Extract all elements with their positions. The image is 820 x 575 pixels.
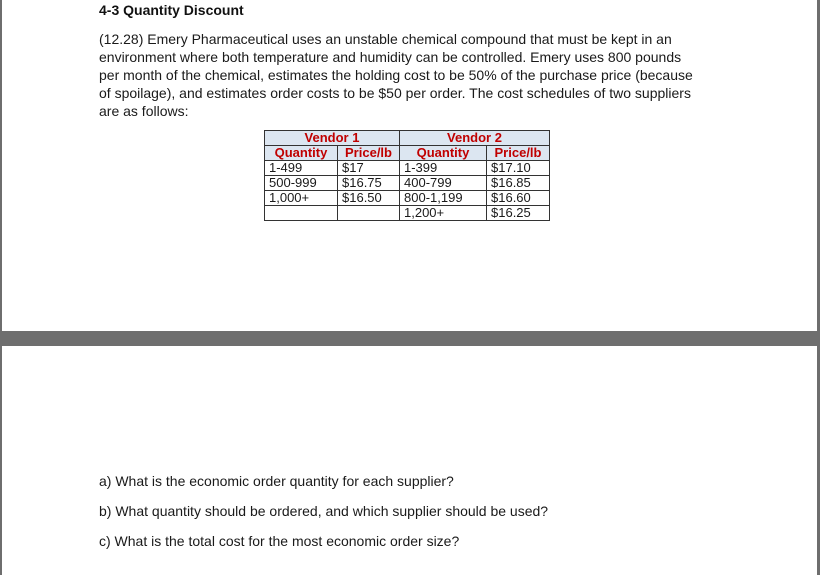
column-header: Price/lb xyxy=(487,146,550,161)
table-cell: 800-1,199 xyxy=(400,191,487,206)
table-row xyxy=(265,191,550,206)
table-cell: 400-799 xyxy=(400,176,487,191)
table-cell: $17 xyxy=(338,161,400,176)
table-cell: 1,200+ xyxy=(400,206,487,221)
table-cell xyxy=(265,206,338,221)
table-cell: $16.50 xyxy=(338,191,400,206)
table-cell: $16.60 xyxy=(487,191,550,206)
table-row xyxy=(265,176,550,191)
section-title: 4-3 Quantity Discount xyxy=(99,2,244,18)
table-row xyxy=(265,161,550,176)
question-b: b) What quantity should be ordered, and which supplier should be used? xyxy=(99,503,549,519)
table-cell: $16.75 xyxy=(338,176,400,191)
table-cell: 1-499 xyxy=(265,161,338,176)
table-cell: 1-399 xyxy=(400,161,487,176)
column-header-row xyxy=(265,146,550,161)
column-header: Price/lb xyxy=(338,146,400,161)
problem-line: (12.28) Emery Pharmaceutical uses an unstable chemical compound that must be kept in an xyxy=(99,31,672,47)
problem-line: are as follows: xyxy=(99,103,189,119)
supplier-price-table xyxy=(264,130,550,221)
table-cell: 1,000+ xyxy=(265,191,338,206)
document-page-1 xyxy=(2,0,817,331)
column-header: Quantity xyxy=(265,146,338,161)
column-header: Quantity xyxy=(400,146,487,161)
vendor-2-header: Vendor 2 xyxy=(400,131,550,146)
table-cell: $16.85 xyxy=(487,176,550,191)
problem-line: environment where both temperature and humidity can be controlled. Emery uses 800 pounds xyxy=(99,49,682,65)
vendor-1-header: Vendor 1 xyxy=(265,131,400,146)
table-cell: $17.10 xyxy=(487,161,550,176)
problem-statement xyxy=(99,30,739,120)
vendor-header-row xyxy=(265,131,550,146)
table-cell: $16.25 xyxy=(487,206,550,221)
table-cell: 500-999 xyxy=(265,176,338,191)
document-page-2 xyxy=(2,346,817,575)
table-row xyxy=(265,206,550,221)
table-cell xyxy=(338,206,400,221)
question-a: a) What is the economic order quantity for each supplier? xyxy=(99,473,454,489)
problem-line: of spoilage), and estimates order costs to be $50 per order. The cost schedules of two suppliers xyxy=(99,85,691,101)
problem-line: per month of the chemical, estimates the holding cost to be 50% of the purchase price (because xyxy=(99,67,693,83)
question-c: c) What is the total cost for the most economic order size? xyxy=(99,533,460,549)
